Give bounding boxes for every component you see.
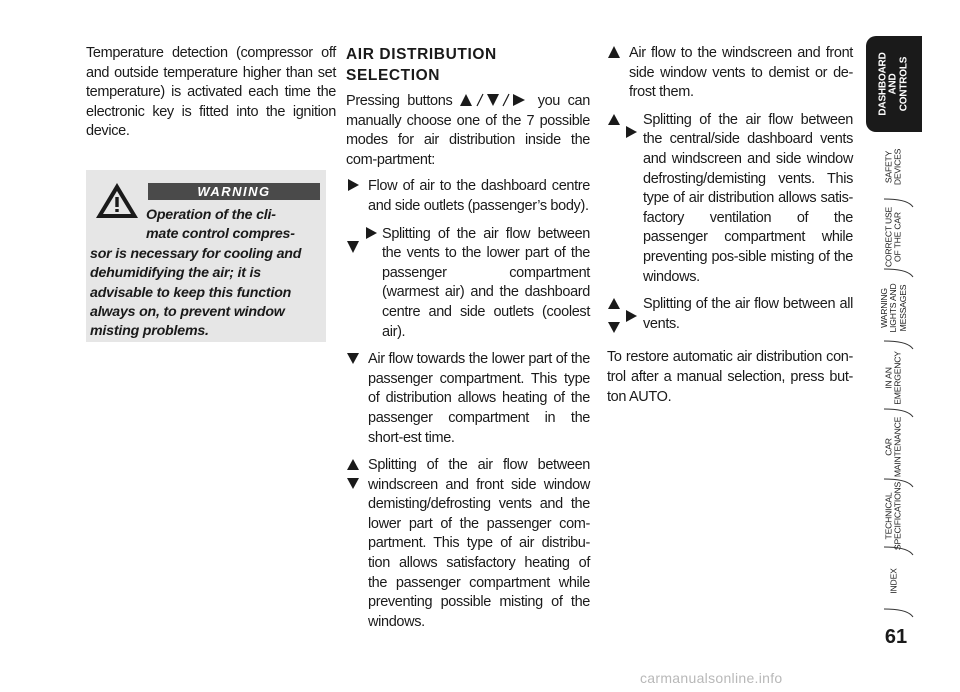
warning-text <box>90 206 322 342</box>
arrow-up-down-icon <box>346 457 366 495</box>
tab-dashboard-and-controls[interactable]: DASHBOARD AND CONTROLS <box>866 36 922 132</box>
tab-index[interactable]: INDEX <box>868 550 920 612</box>
arrow-up-right-down-icon <box>607 296 641 334</box>
tab-warning-lights[interactable]: WARNING LIGHTS AND MESSAGES <box>868 272 920 344</box>
warning-text-line1: Operation of the cli- <box>146 207 276 223</box>
column-middle <box>346 44 590 640</box>
intro-after: you can manually choose one of the 7 possible modes for air distribution inside the com-partment: <box>346 93 590 168</box>
tab-divider <box>884 608 914 618</box>
arrow-down-icon <box>346 351 366 389</box>
arrow-right-icon <box>346 178 366 216</box>
warning-text-line2: mate control compres- <box>146 226 295 243</box>
mode-item: Splitting of the air flow between the vents to the lower part of the passenger compartment (warmest air) and the dashboard centre and side outlets (coolest air). <box>346 225 590 343</box>
arrow-up-icon <box>607 45 627 83</box>
page-number: 61 <box>884 626 908 648</box>
tab-car-maintenance[interactable]: CAR MAINTENANCE <box>868 412 920 482</box>
section-heading-line1: AIR DISTRIBUTION <box>346 46 497 63</box>
tab-technical-specifications[interactable]: TECHNICAL SPECIFICATIONS <box>868 482 920 550</box>
column-right <box>607 44 853 414</box>
intro-before: Pressing buttons <box>346 93 453 109</box>
watermark: carmanualsonline.info <box>640 670 783 686</box>
warning-text-rest: sor is necessary for cooling and dehumidifying the air; it is advisable to keep this function always on, to prevent window misting problems. <box>90 245 302 340</box>
column-left <box>86 44 336 149</box>
mode-item: Splitting of the air flow between windscreen and front side window demisting/defrosting vents and the lower part of the passenger com-partment. This type of air distribu-tion allows satisfactory heating of the passenger compartment while preventing possible misting of the windows. <box>346 456 590 632</box>
mode-item: Flow of air to the dashboard centre and side outlets (passenger’s body). <box>346 177 590 216</box>
mode-item: Splitting of the air flow between the central/side dashboard vents and windscreen and side window defrosting/demisting vents. This type of air distribution allows satis-factory ventilation of the passenger compartment while preventing pos-sible misting of the windows. <box>607 111 853 287</box>
warning-label: WARNING <box>148 183 320 200</box>
warning-box <box>86 170 326 342</box>
mode-item: Splitting of the air flow between all vents. <box>607 295 853 334</box>
restore-auto-paragraph: To restore automatic air distribution con-trol after a manual selection, press but-ton AUTO. <box>607 349 853 405</box>
intro-paragraph: Temperature detection (compressor off and outside temperature higher than set temperature) is activated each time the electronic key is fitted into the ignition device. <box>86 45 336 140</box>
arrow-right-down-icon <box>346 226 380 264</box>
section-heading <box>346 44 590 86</box>
section-heading-line2: SELECTION <box>346 67 441 84</box>
tab-in-an-emergency[interactable]: IN AN EMERGENCY <box>868 344 920 412</box>
tab-correct-use[interactable]: CORRECT USE OF THE CAR <box>868 202 920 272</box>
tab-safety-devices[interactable]: SAFETY DEVICES <box>868 132 920 202</box>
distribution-intro <box>346 92 590 170</box>
arrow-up-right-icon <box>607 112 641 150</box>
mode-buttons-icons <box>460 93 530 107</box>
mode-item: Air flow to the windscreen and front side window vents to demist or de-frost them. <box>607 44 853 103</box>
mode-item: Air flow towards the lower part of the passenger compartment. This type of distribution allows heating of the passenger compartment in the short-est time. <box>346 350 590 448</box>
